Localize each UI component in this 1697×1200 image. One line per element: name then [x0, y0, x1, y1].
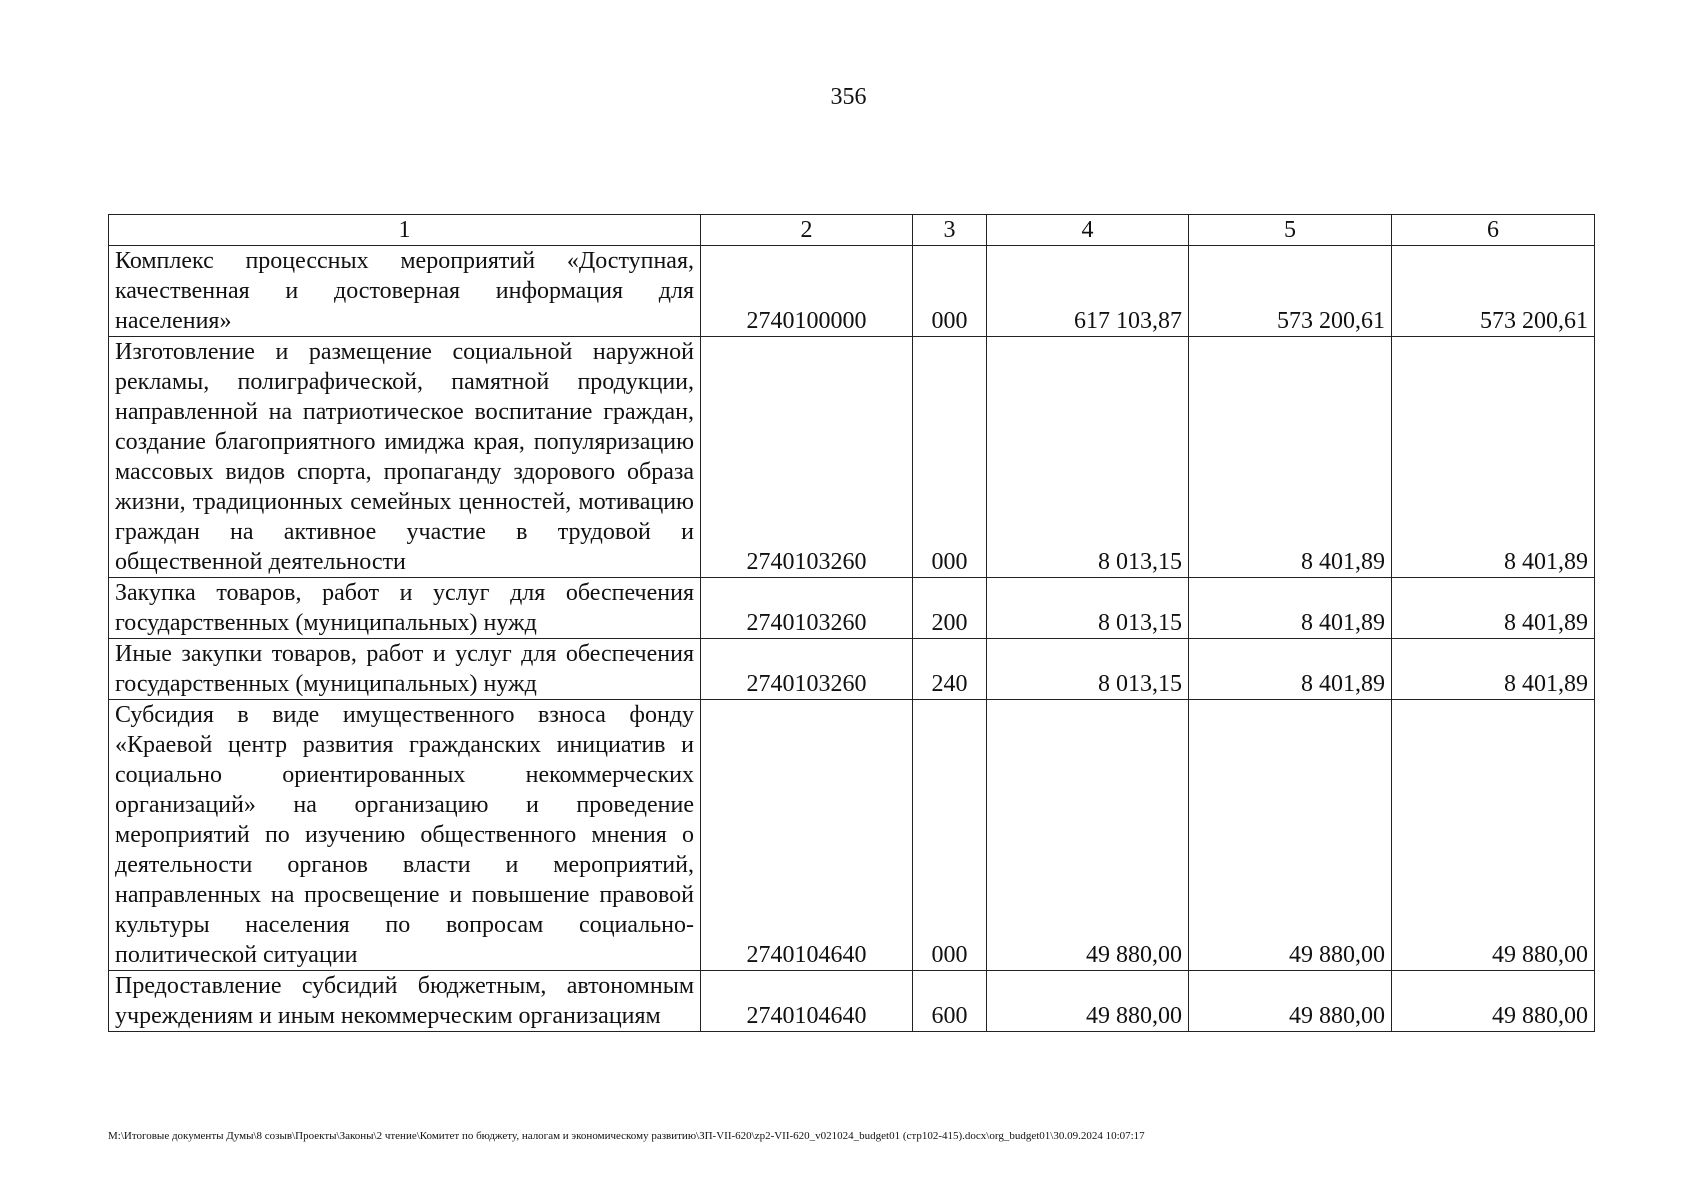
row-expense-type: 600	[913, 971, 987, 1032]
table-row	[109, 971, 1595, 1032]
row-expense-type: 240	[913, 639, 987, 700]
row-value-col6: 8 401,89	[1392, 337, 1595, 578]
row-target-code: 2740103260	[701, 337, 913, 578]
row-value-col6: 8 401,89	[1392, 578, 1595, 639]
table-header-row	[109, 215, 1595, 246]
row-value-col4: 8 013,15	[987, 337, 1189, 578]
page-number: 356	[830, 84, 867, 110]
column-header-1: 1	[109, 215, 701, 246]
row-value-col6: 49 880,00	[1392, 700, 1595, 971]
row-target-code: 2740103260	[701, 578, 913, 639]
row-target-code: 2740104640	[701, 700, 913, 971]
row-target-code: 2740104640	[701, 971, 913, 1032]
row-expense-type: 200	[913, 578, 987, 639]
column-header-2: 2	[701, 215, 913, 246]
row-value-col4: 8 013,15	[987, 639, 1189, 700]
row-target-code: 2740103260	[701, 639, 913, 700]
table-row	[109, 578, 1595, 639]
column-header-5: 5	[1189, 215, 1392, 246]
row-value-col5: 49 880,00	[1189, 971, 1392, 1032]
row-value-col5: 8 401,89	[1189, 639, 1392, 700]
row-value-col4: 617 103,87	[987, 246, 1189, 337]
row-value-col5: 8 401,89	[1189, 337, 1392, 578]
row-value-col6: 573 200,61	[1392, 246, 1595, 337]
row-value-col4: 49 880,00	[987, 971, 1189, 1032]
table-row	[109, 337, 1595, 578]
document-path-footer: М:\Итоговые документы Думы\8 созыв\Проекты\Законы\2 чтение\Комитет по бюджету, налогам и экономическому развитию\ЗП-VII-620\zp2-VII-620_v021024_budget01 (стр102-415).docx\org_budget01\30.09.2024 10:07:17	[108, 1130, 1145, 1142]
row-name: Субсидия в виде имущественного взноса фонду «Краевой центр развития гражданских инициатив и социально ориентированных некоммерческих организаций» на организацию и проведение мероприятий по изучению общественного мнения о деятельности органов власти и мероприятий, направленных на просвещение и повышение правовой культуры населения по вопросам социально-политической ситуации	[109, 700, 701, 971]
row-name: Изготовление и размещение социальной наружной рекламы, полиграфической, памятной продукции, направленной на патриотическое воспитание граждан, создание благоприятного имиджа края, популяризацию массовых видов спорта, пропаганду здорового образа жизни, традиционных семейных ценностей, мотивацию граждан на активное участие в трудовой и общественной деятельности	[109, 337, 701, 578]
budget-table	[108, 214, 1595, 1032]
row-value-col4: 49 880,00	[987, 700, 1189, 971]
table-row	[109, 700, 1595, 971]
table-row	[109, 246, 1595, 337]
row-name: Иные закупки товаров, работ и услуг для обеспечения государственных (муниципальных) нужд	[109, 639, 701, 700]
row-expense-type: 000	[913, 246, 987, 337]
row-value-col4: 8 013,15	[987, 578, 1189, 639]
row-value-col6: 49 880,00	[1392, 971, 1595, 1032]
table-row	[109, 639, 1595, 700]
column-header-4: 4	[987, 215, 1189, 246]
row-value-col5: 8 401,89	[1189, 578, 1392, 639]
row-expense-type: 000	[913, 337, 987, 578]
column-header-3: 3	[913, 215, 987, 246]
row-name: Комплекс процессных мероприятий «Доступная, качественная и достоверная информация для населения»	[109, 246, 701, 337]
row-value-col6: 8 401,89	[1392, 639, 1595, 700]
row-expense-type: 000	[913, 700, 987, 971]
row-value-col5: 573 200,61	[1189, 246, 1392, 337]
row-value-col5: 49 880,00	[1189, 700, 1392, 971]
row-target-code: 2740100000	[701, 246, 913, 337]
row-name: Предоставление субсидий бюджетным, автономным учреждениям и иным некоммерческим организациям	[109, 971, 701, 1032]
row-name: Закупка товаров, работ и услуг для обеспечения государственных (муниципальных) нужд	[109, 578, 701, 639]
column-header-6: 6	[1392, 215, 1595, 246]
